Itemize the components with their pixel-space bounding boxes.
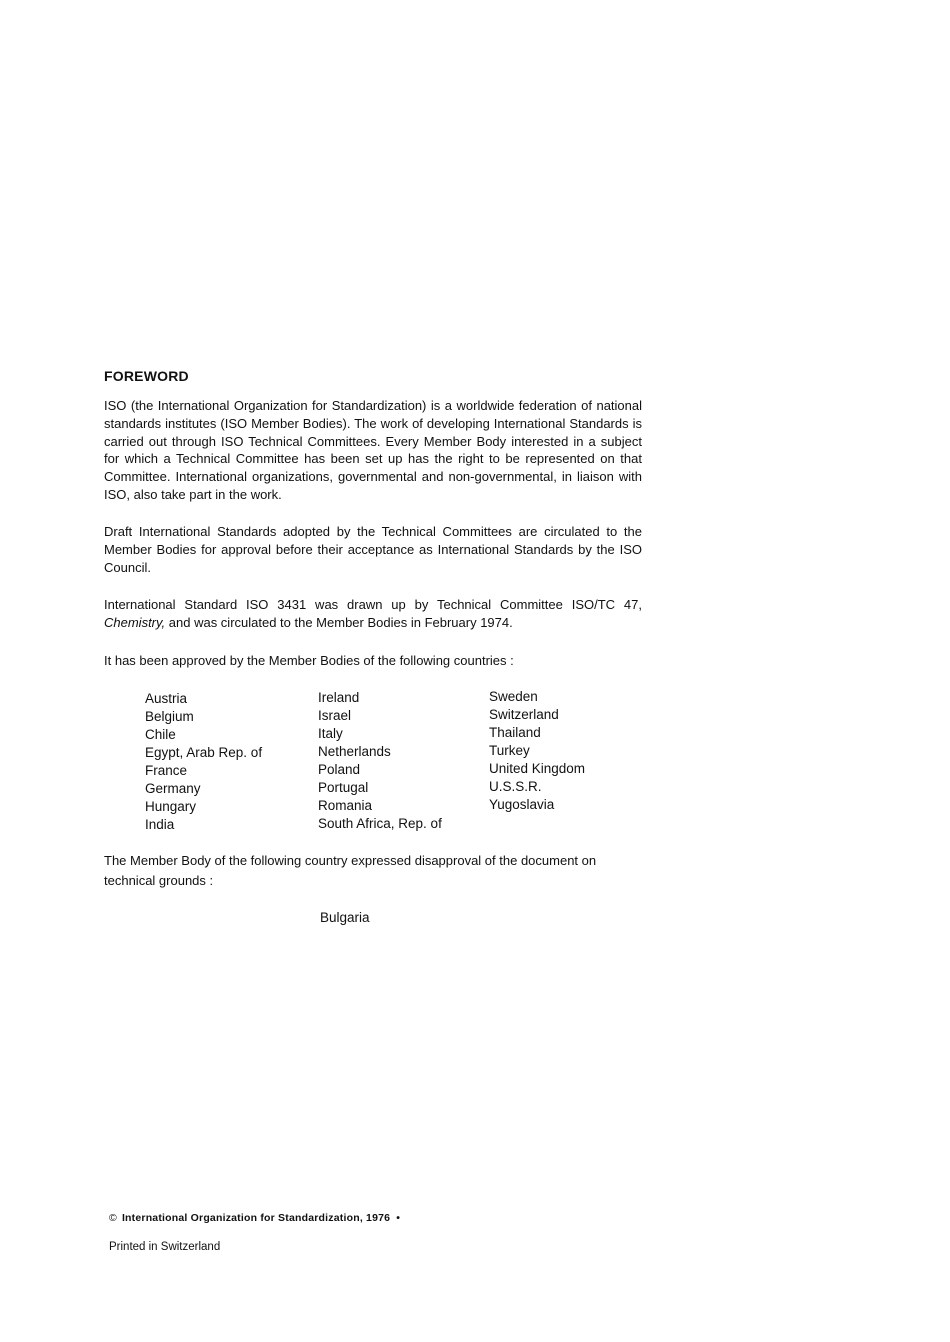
country-item: Israel xyxy=(318,708,352,723)
country-item: Hungary xyxy=(145,799,197,814)
country-item: Egypt, Arab Rep. of xyxy=(145,745,263,760)
approval-intro: It has been approved by the Member Bodies of the following countries : xyxy=(104,653,514,668)
countries-column-1 xyxy=(145,690,315,834)
country-item: Poland xyxy=(318,762,361,777)
country-item: Ireland xyxy=(318,690,360,705)
foreword-paragraph-standard-origin xyxy=(104,596,642,632)
country-item: Sweden xyxy=(489,689,538,704)
country-item: United Kingdom xyxy=(489,761,586,776)
country-item: Yugoslavia xyxy=(489,797,555,812)
disapproval-intro: The Member Body of the following country expressed disapproval of the document on technical grounds : xyxy=(104,853,597,888)
committee-subject-italic: Chemistry, xyxy=(104,614,166,630)
country-item: Austria xyxy=(145,691,188,706)
country-item: India xyxy=(145,817,175,832)
copyright-notice xyxy=(109,1212,400,1224)
copyright-symbol: © xyxy=(109,1212,117,1224)
country-item: Belgium xyxy=(145,709,194,724)
country-item: U.S.S.R. xyxy=(489,779,542,794)
country-item: Netherlands xyxy=(318,744,391,759)
country-item: Italy xyxy=(318,726,343,741)
country-item: France xyxy=(145,763,188,778)
country-item: Romania xyxy=(318,798,373,813)
disapproving-country: Bulgaria xyxy=(320,910,370,925)
foreword-paragraph-iso-description: ISO (the International Organization for Standardization) is a worldwide federation of national standards institutes (ISO Member Bodies). The work of developing International Standards is carried out through ISO Technical Committees. Every Member Body interested in a subject for which a Technical Committee has been set up has the right to be represented on that Committee. International organizations, governmental and non-governmental, in liaison with ISO, also take part in the work. xyxy=(104,398,642,502)
country-item: Chile xyxy=(145,727,176,742)
countries-column-3 xyxy=(489,688,659,814)
printed-location: Printed in Switzerland xyxy=(109,1241,221,1253)
standard-origin-text-end: and was circulated to the Member Bodies in February 1974. xyxy=(165,614,513,630)
bullet-icon: • xyxy=(396,1212,401,1224)
countries-column-2 xyxy=(318,689,488,833)
copyright-text: International Organization for Standardization, 1976 xyxy=(121,1212,391,1224)
country-item: Thailand xyxy=(489,725,541,740)
foreword-heading: FOREWORD xyxy=(104,368,189,384)
standard-origin-text-start: International Standard ISO 3431 was drawn up by Technical Committee ISO/TC 47, xyxy=(104,597,642,612)
country-item: Switzerland xyxy=(489,707,559,722)
country-item: Turkey xyxy=(489,743,530,758)
foreword-paragraph-draft-standards: Draft International Standards adopted by the Technical Committees are circulated to the Member Bodies for approval before their acceptance as International Standards by the ISO Council. xyxy=(104,524,642,575)
country-item: South Africa, Rep. of xyxy=(318,816,442,831)
country-item: Germany xyxy=(145,781,201,796)
country-item: Portugal xyxy=(318,780,369,795)
